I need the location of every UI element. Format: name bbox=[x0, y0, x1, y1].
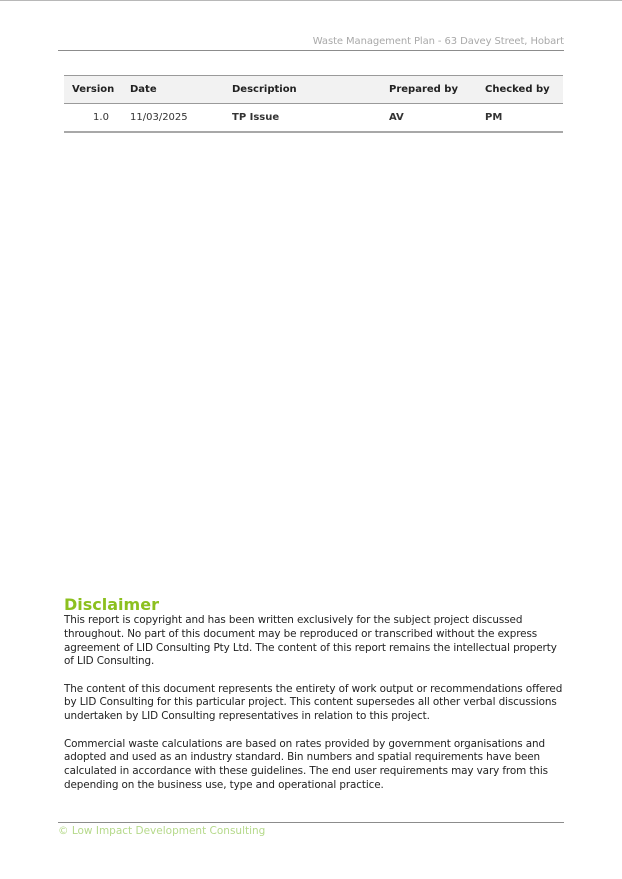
revision-table bbox=[64, 75, 563, 133]
page-footer bbox=[58, 822, 564, 837]
column-header-description: Description bbox=[232, 76, 389, 104]
disclaimer-paragraph-2: The content of this document represents the entirety of work output or recommendations offered by LID Consulting for this particular project. This content supersedes all other verbal discussions undertaken by LID Consulting representatives in relation to this project. bbox=[64, 682, 563, 723]
cell-checked-by: PM bbox=[485, 104, 563, 133]
column-header-version: Version bbox=[64, 76, 130, 104]
disclaimer-section bbox=[64, 596, 564, 806]
disclaimer-paragraph-3: Commercial waste calculations are based on rates provided by government organisations and adopted and used as an industry standard. Bin numbers and spatial requirements have been calculated in accordance with these guidelines. The end user requirements may vary from this depending on the business use, type and operational practice. bbox=[64, 737, 548, 791]
column-header-date: Date bbox=[130, 76, 232, 104]
disclaimer-paragraph-1: This report is copyright and has been written exclusively for the subject project discussed throughout. No part of this document may be reproduced or transcribed without the express agreement of LID Consulting Pty Ltd. The content of this report remains the intellectual property of LID Consulting. bbox=[64, 614, 557, 668]
cell-description: TP Issue bbox=[232, 104, 389, 133]
page-top-edge bbox=[0, 0, 622, 1]
table-header-row bbox=[64, 76, 563, 104]
cell-version: 1.0 bbox=[64, 104, 130, 133]
cell-prepared-by: AV bbox=[389, 104, 485, 133]
table-row bbox=[64, 104, 563, 133]
footer-copyright: © Low Impact Development Consulting bbox=[58, 825, 266, 837]
disclaimer-heading: Disclaimer bbox=[64, 595, 159, 614]
column-header-prepared-by: Prepared by bbox=[389, 76, 485, 104]
column-header-checked-by: Checked by bbox=[485, 76, 563, 104]
cell-date: 11/03/2025 bbox=[130, 104, 232, 133]
header-title: Waste Management Plan - 63 Davey Street, Hobart bbox=[312, 36, 564, 47]
page-header bbox=[58, 36, 564, 51]
